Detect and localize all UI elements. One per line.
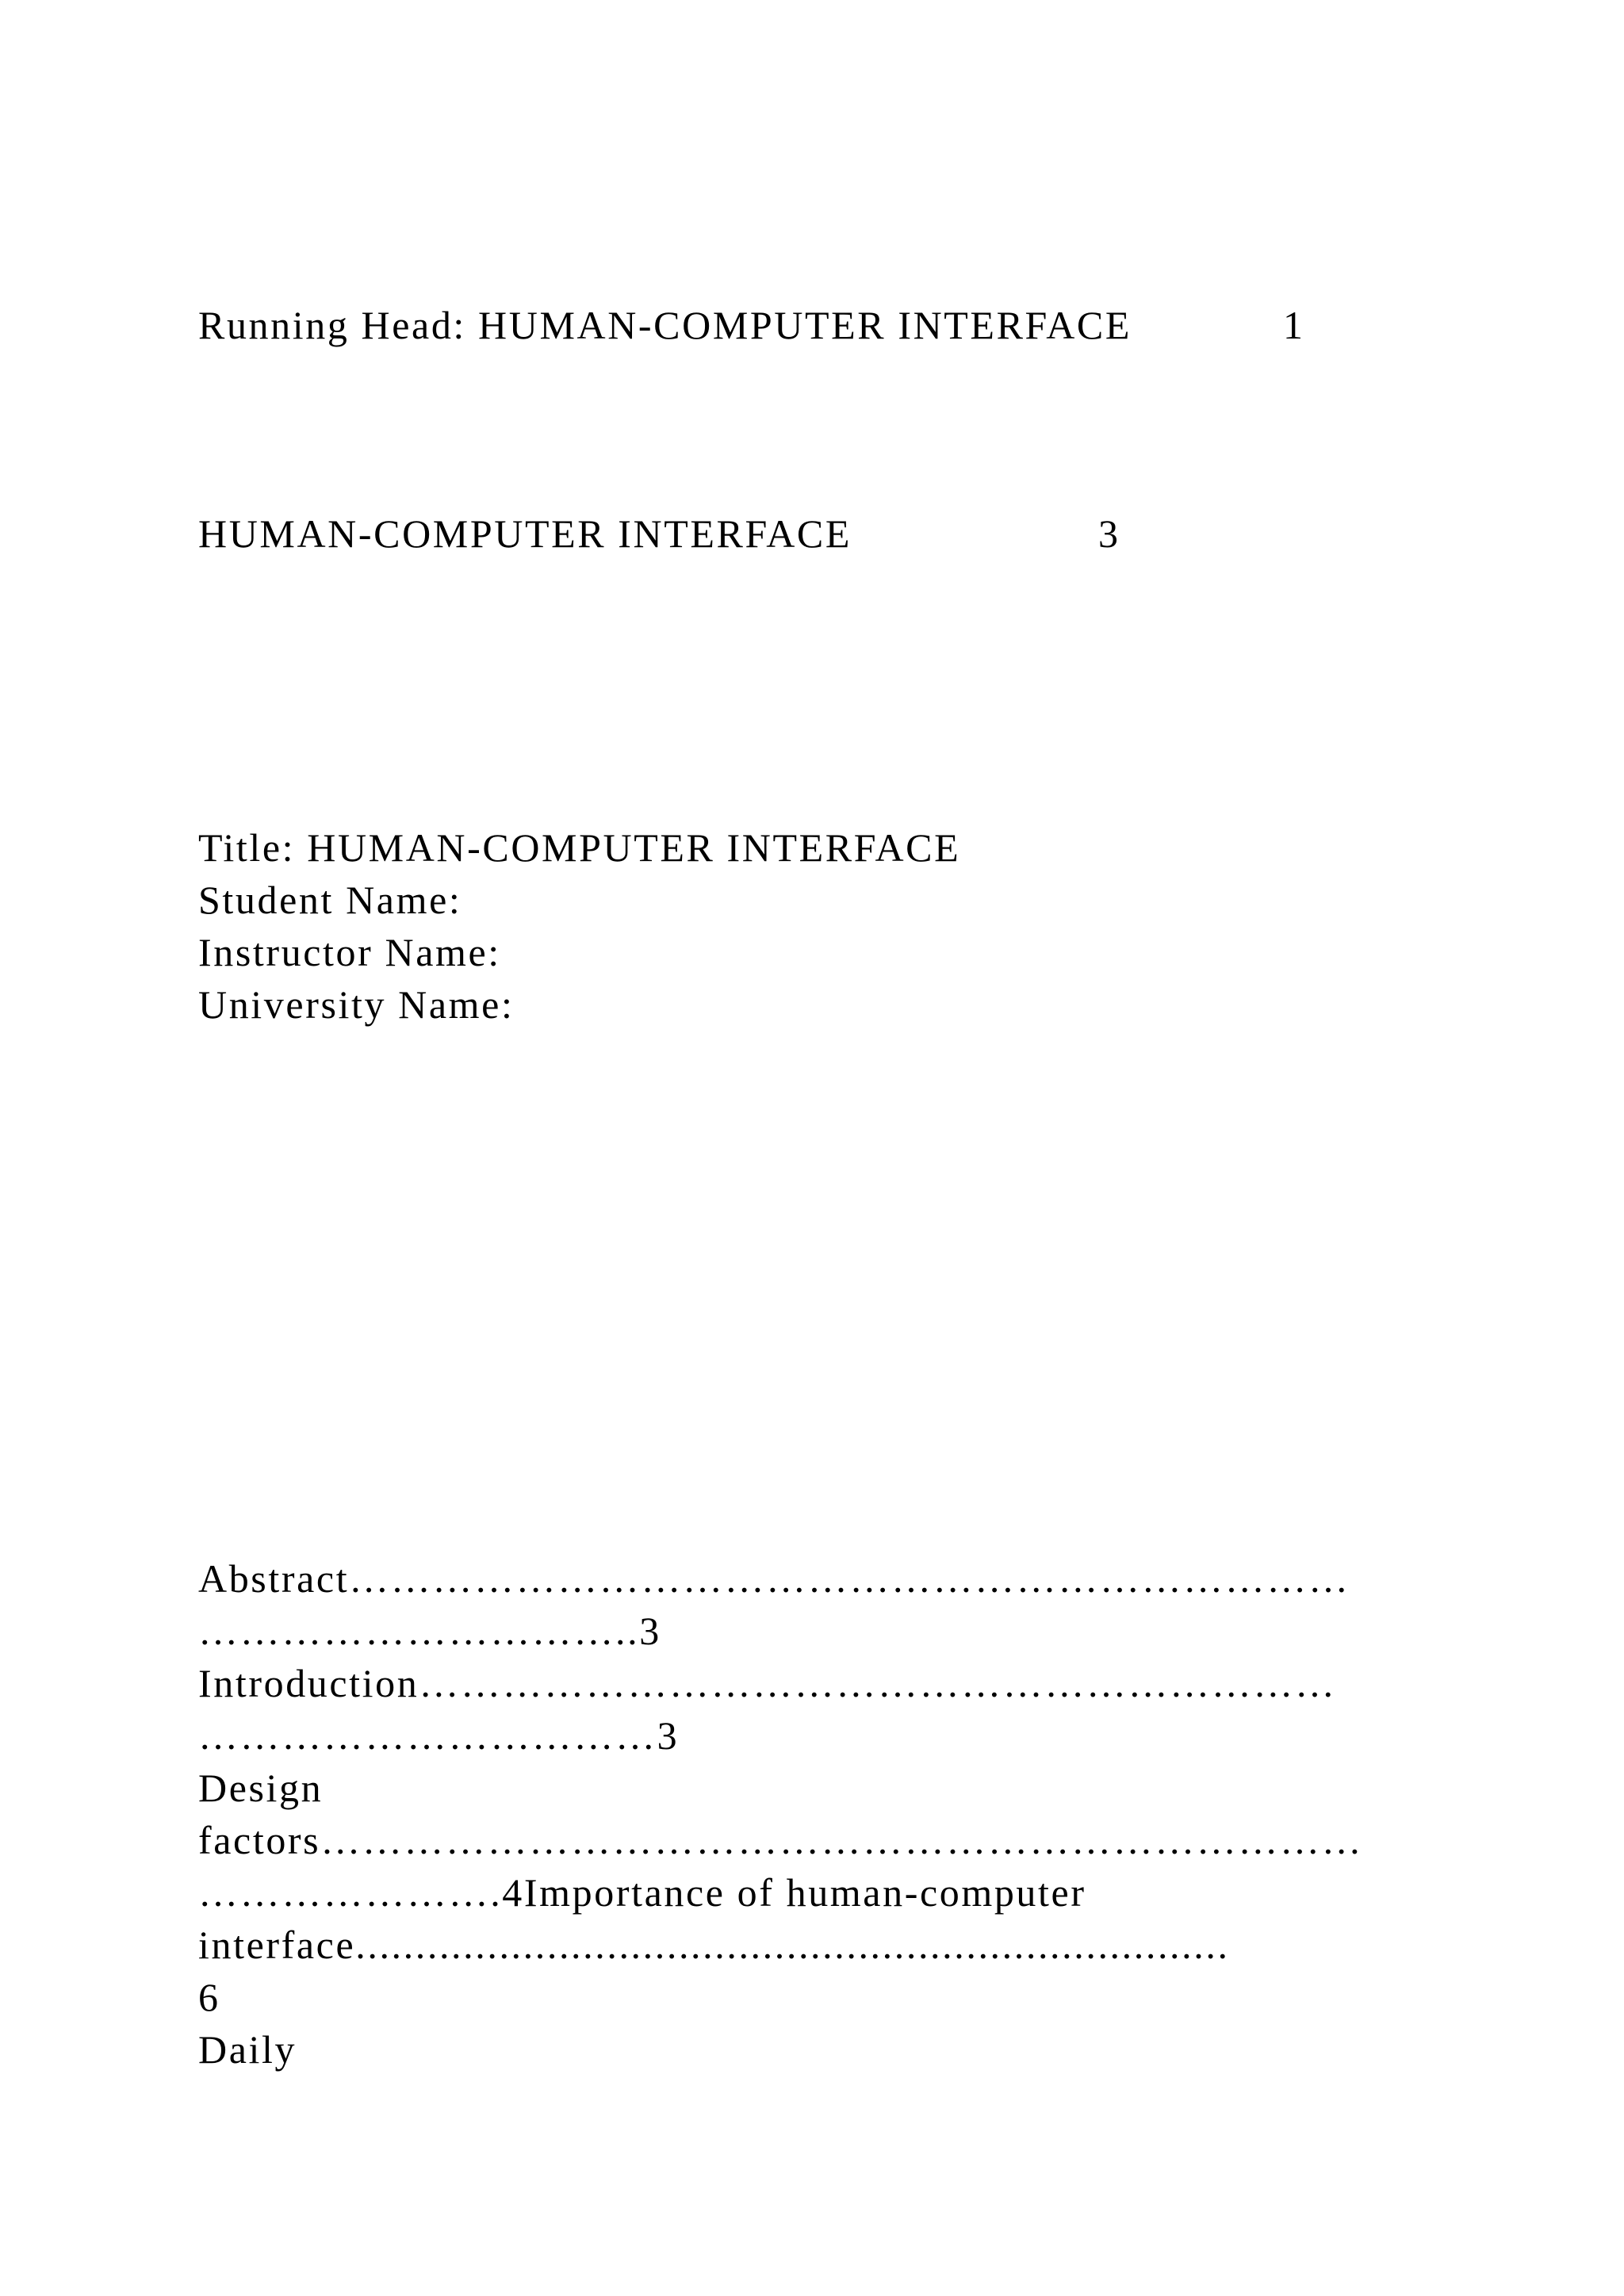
title-block bbox=[198, 821, 960, 1031]
running-head: Running Head: HUMAN-COMPUTER INTERFACE bbox=[198, 303, 1132, 347]
document-title: Title: HUMAN-COMPUTER INTERFACE bbox=[198, 825, 961, 870]
toc-line: Abstract……………………………………………………………… bbox=[198, 1556, 1350, 1601]
toc-line: interface......................................................................... bbox=[198, 1923, 1230, 1967]
toc-line: Design bbox=[198, 1766, 324, 1810]
toc-line: Daily bbox=[198, 2027, 297, 2072]
university-name-label: University Name: bbox=[198, 982, 515, 1027]
toc-line: …………………………..3 bbox=[198, 1609, 661, 1653]
toc-line: ……………………………3 bbox=[198, 1713, 680, 1758]
toc-line: ………………….4Importance of human-computer bbox=[198, 1870, 1086, 1915]
page-header: HUMAN-COMPUTER INTERFACE bbox=[198, 511, 852, 556]
student-name-label: Student Name: bbox=[198, 878, 462, 922]
instructor-name-label: Instructor Name: bbox=[198, 930, 501, 974]
page-header-page-number: 3 bbox=[1098, 511, 1118, 556]
table-of-contents bbox=[198, 1552, 1363, 2076]
running-head-page-number: 1 bbox=[1283, 303, 1303, 347]
toc-line: factors………………………………………………………………… bbox=[198, 1818, 1364, 1862]
toc-line: Introduction………………………………………………………… bbox=[198, 1661, 1337, 1705]
toc-line: 6 bbox=[198, 1975, 220, 2019]
